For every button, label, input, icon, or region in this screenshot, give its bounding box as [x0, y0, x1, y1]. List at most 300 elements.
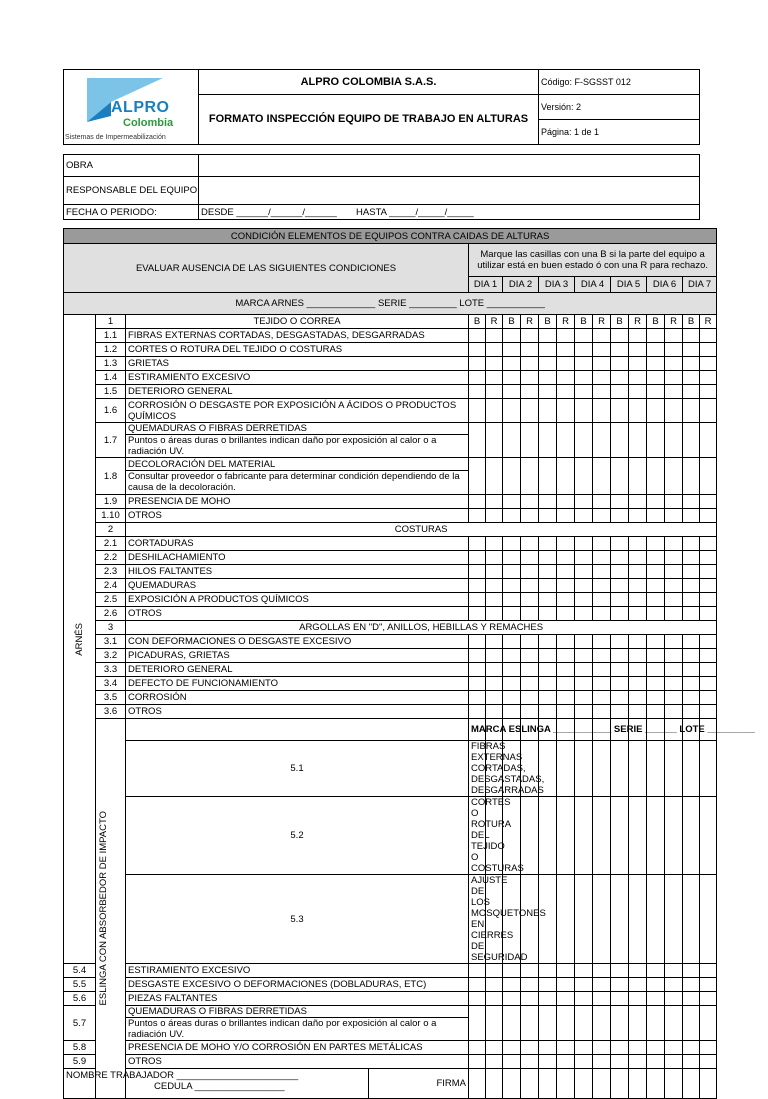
check-cell[interactable] — [469, 537, 486, 551]
check-cell[interactable] — [503, 663, 521, 677]
check-cell[interactable] — [683, 741, 700, 797]
check-cell[interactable] — [683, 1069, 700, 1099]
check-cell[interactable] — [539, 385, 557, 399]
check-cell[interactable] — [469, 399, 486, 423]
check-cell[interactable] — [683, 458, 700, 495]
check-cell[interactable] — [611, 607, 629, 621]
check-cell[interactable] — [486, 423, 503, 458]
check-cell[interactable] — [557, 635, 575, 649]
check-cell[interactable] — [486, 649, 503, 663]
check-cell[interactable] — [593, 579, 611, 593]
check-cell[interactable] — [557, 357, 575, 371]
check-cell[interactable] — [539, 1055, 557, 1069]
obra-field[interactable] — [199, 155, 700, 177]
check-cell[interactable] — [647, 423, 665, 458]
check-cell[interactable] — [593, 593, 611, 607]
check-cell[interactable] — [647, 357, 665, 371]
check-cell[interactable] — [521, 691, 539, 705]
check-cell[interactable] — [539, 663, 557, 677]
check-cell[interactable] — [683, 565, 700, 579]
check-cell[interactable] — [486, 357, 503, 371]
check-cell[interactable] — [683, 1041, 700, 1055]
check-cell[interactable] — [593, 458, 611, 495]
check-cell[interactable] — [593, 705, 611, 719]
check-cell[interactable] — [665, 593, 683, 607]
check-cell[interactable] — [575, 607, 593, 621]
check-cell[interactable] — [539, 495, 557, 509]
check-cell[interactable] — [469, 978, 486, 992]
check-cell[interactable] — [665, 691, 683, 705]
check-cell[interactable] — [593, 635, 611, 649]
check-cell[interactable] — [539, 357, 557, 371]
check-cell[interactable] — [539, 1069, 557, 1099]
check-cell[interactable] — [629, 705, 647, 719]
check-cell[interactable] — [700, 357, 717, 371]
check-cell[interactable] — [557, 663, 575, 677]
check-cell[interactable] — [629, 551, 647, 565]
check-cell[interactable] — [521, 705, 539, 719]
check-cell[interactable] — [575, 329, 593, 343]
check-cell[interactable] — [629, 663, 647, 677]
check-cell[interactable] — [593, 343, 611, 357]
check-cell[interactable] — [611, 551, 629, 565]
check-cell[interactable] — [557, 677, 575, 691]
check-cell[interactable] — [469, 635, 486, 649]
check-cell[interactable] — [647, 509, 665, 523]
check-cell[interactable] — [539, 423, 557, 458]
check-cell[interactable] — [700, 385, 717, 399]
check-cell[interactable] — [503, 329, 521, 343]
check-cell[interactable] — [611, 964, 629, 978]
check-cell[interactable] — [683, 551, 700, 565]
check-cell[interactable] — [557, 371, 575, 385]
check-cell[interactable] — [539, 797, 557, 875]
check-cell[interactable] — [557, 343, 575, 357]
check-cell[interactable] — [611, 705, 629, 719]
check-cell[interactable] — [611, 992, 629, 1006]
check-cell[interactable] — [575, 797, 593, 875]
check-cell[interactable] — [665, 964, 683, 978]
check-cell[interactable] — [469, 607, 486, 621]
check-cell[interactable] — [503, 551, 521, 565]
check-cell[interactable] — [521, 607, 539, 621]
check-cell[interactable] — [539, 509, 557, 523]
check-cell[interactable] — [665, 741, 683, 797]
check-cell[interactable] — [486, 992, 503, 1006]
check-cell[interactable] — [665, 677, 683, 691]
check-cell[interactable] — [683, 663, 700, 677]
check-cell[interactable] — [700, 741, 717, 797]
check-cell[interactable] — [593, 797, 611, 875]
check-cell[interactable] — [683, 385, 700, 399]
check-cell[interactable] — [539, 964, 557, 978]
check-cell[interactable] — [469, 458, 486, 495]
check-cell[interactable] — [486, 329, 503, 343]
check-cell[interactable] — [611, 797, 629, 875]
check-cell[interactable] — [611, 385, 629, 399]
check-cell[interactable] — [575, 691, 593, 705]
responsable-field[interactable] — [199, 177, 700, 205]
check-cell[interactable] — [521, 399, 539, 423]
check-cell[interactable] — [700, 1069, 717, 1099]
check-cell[interactable] — [683, 691, 700, 705]
check-cell[interactable] — [469, 691, 486, 705]
check-cell[interactable] — [629, 537, 647, 551]
check-cell[interactable] — [486, 371, 503, 385]
check-cell[interactable] — [665, 509, 683, 523]
check-cell[interactable] — [521, 537, 539, 551]
check-cell[interactable] — [486, 537, 503, 551]
check-cell[interactable] — [521, 1055, 539, 1069]
check-cell[interactable] — [611, 875, 629, 964]
check-cell[interactable] — [575, 1006, 593, 1041]
check-cell[interactable] — [557, 537, 575, 551]
check-cell[interactable] — [593, 663, 611, 677]
check-cell[interactable] — [665, 1006, 683, 1041]
check-cell[interactable] — [700, 875, 717, 964]
check-cell[interactable] — [629, 992, 647, 1006]
check-cell[interactable] — [486, 691, 503, 705]
check-cell[interactable] — [469, 357, 486, 371]
check-cell[interactable] — [521, 579, 539, 593]
check-cell[interactable] — [611, 649, 629, 663]
check-cell[interactable] — [575, 1055, 593, 1069]
check-cell[interactable] — [629, 741, 647, 797]
check-cell[interactable] — [700, 399, 717, 423]
check-cell[interactable] — [683, 423, 700, 458]
check-cell[interactable] — [629, 875, 647, 964]
check-cell[interactable] — [593, 649, 611, 663]
check-cell[interactable] — [611, 691, 629, 705]
check-cell[interactable] — [665, 399, 683, 423]
check-cell[interactable] — [700, 607, 717, 621]
check-cell[interactable] — [575, 371, 593, 385]
check-cell[interactable] — [647, 649, 665, 663]
check-cell[interactable] — [700, 635, 717, 649]
check-cell[interactable] — [503, 458, 521, 495]
check-cell[interactable] — [700, 677, 717, 691]
check-cell[interactable] — [593, 875, 611, 964]
check-cell[interactable] — [486, 593, 503, 607]
check-cell[interactable] — [629, 1006, 647, 1041]
check-cell[interactable] — [683, 992, 700, 1006]
check-cell[interactable] — [521, 565, 539, 579]
check-cell[interactable] — [557, 741, 575, 797]
check-cell[interactable] — [503, 978, 521, 992]
check-cell[interactable] — [683, 875, 700, 964]
check-cell[interactable] — [665, 635, 683, 649]
check-cell[interactable] — [539, 343, 557, 357]
check-cell[interactable] — [521, 677, 539, 691]
check-cell[interactable] — [647, 978, 665, 992]
check-cell[interactable] — [629, 329, 647, 343]
check-cell[interactable] — [557, 579, 575, 593]
check-cell[interactable] — [611, 329, 629, 343]
check-cell[interactable] — [700, 565, 717, 579]
check-cell[interactable] — [521, 635, 539, 649]
check-cell[interactable] — [575, 495, 593, 509]
check-cell[interactable] — [647, 663, 665, 677]
check-cell[interactable] — [665, 329, 683, 343]
check-cell[interactable] — [629, 579, 647, 593]
check-cell[interactable] — [629, 607, 647, 621]
check-cell[interactable] — [486, 1069, 503, 1099]
check-cell[interactable] — [665, 978, 683, 992]
check-cell[interactable] — [665, 607, 683, 621]
check-cell[interactable] — [593, 1069, 611, 1099]
check-cell[interactable] — [647, 691, 665, 705]
check-cell[interactable] — [575, 875, 593, 964]
check-cell[interactable] — [575, 593, 593, 607]
check-cell[interactable] — [647, 458, 665, 495]
check-cell[interactable] — [469, 1069, 486, 1099]
check-cell[interactable] — [575, 677, 593, 691]
check-cell[interactable] — [503, 371, 521, 385]
check-cell[interactable] — [539, 565, 557, 579]
check-cell[interactable] — [683, 797, 700, 875]
check-cell[interactable] — [647, 495, 665, 509]
check-cell[interactable] — [647, 371, 665, 385]
check-cell[interactable] — [486, 509, 503, 523]
check-cell[interactable] — [557, 992, 575, 1006]
check-cell[interactable] — [557, 551, 575, 565]
check-cell[interactable] — [683, 607, 700, 621]
check-cell[interactable] — [503, 579, 521, 593]
check-cell[interactable] — [629, 635, 647, 649]
check-cell[interactable] — [503, 677, 521, 691]
check-cell[interactable] — [647, 992, 665, 1006]
check-cell[interactable] — [611, 1069, 629, 1099]
check-cell[interactable] — [539, 371, 557, 385]
check-cell[interactable] — [469, 663, 486, 677]
check-cell[interactable] — [503, 357, 521, 371]
check-cell[interactable] — [700, 579, 717, 593]
check-cell[interactable] — [503, 385, 521, 399]
check-cell[interactable] — [575, 635, 593, 649]
check-cell[interactable] — [486, 978, 503, 992]
check-cell[interactable] — [469, 423, 486, 458]
check-cell[interactable] — [503, 649, 521, 663]
check-cell[interactable] — [647, 593, 665, 607]
check-cell[interactable] — [665, 705, 683, 719]
check-cell[interactable] — [575, 509, 593, 523]
check-cell[interactable] — [611, 458, 629, 495]
check-cell[interactable] — [575, 565, 593, 579]
check-cell[interactable] — [647, 565, 665, 579]
check-cell[interactable] — [593, 964, 611, 978]
check-cell[interactable] — [557, 329, 575, 343]
check-cell[interactable] — [593, 1041, 611, 1055]
check-cell[interactable] — [700, 537, 717, 551]
check-cell[interactable] — [521, 509, 539, 523]
check-cell[interactable] — [611, 343, 629, 357]
check-cell[interactable] — [469, 343, 486, 357]
check-cell[interactable] — [539, 978, 557, 992]
check-cell[interactable] — [647, 551, 665, 565]
check-cell[interactable] — [647, 964, 665, 978]
check-cell[interactable] — [521, 343, 539, 357]
check-cell[interactable] — [575, 579, 593, 593]
check-cell[interactable] — [557, 385, 575, 399]
check-cell[interactable] — [611, 593, 629, 607]
check-cell[interactable] — [629, 677, 647, 691]
check-cell[interactable] — [521, 551, 539, 565]
check-cell[interactable] — [503, 992, 521, 1006]
check-cell[interactable] — [647, 343, 665, 357]
check-cell[interactable] — [700, 691, 717, 705]
check-cell[interactable] — [700, 1006, 717, 1041]
check-cell[interactable] — [486, 579, 503, 593]
check-cell[interactable] — [557, 495, 575, 509]
check-cell[interactable] — [503, 705, 521, 719]
check-cell[interactable] — [700, 509, 717, 523]
check-cell[interactable] — [611, 635, 629, 649]
check-cell[interactable] — [486, 1006, 503, 1041]
check-cell[interactable] — [521, 423, 539, 458]
check-cell[interactable] — [700, 1055, 717, 1069]
check-cell[interactable] — [700, 978, 717, 992]
check-cell[interactable] — [593, 385, 611, 399]
check-cell[interactable] — [557, 649, 575, 663]
check-cell[interactable] — [539, 875, 557, 964]
check-cell[interactable] — [486, 1055, 503, 1069]
check-cell[interactable] — [611, 1006, 629, 1041]
check-cell[interactable] — [539, 1041, 557, 1055]
check-cell[interactable] — [700, 663, 717, 677]
check-cell[interactable] — [557, 593, 575, 607]
check-cell[interactable] — [557, 705, 575, 719]
check-cell[interactable] — [593, 978, 611, 992]
check-cell[interactable] — [469, 509, 486, 523]
check-cell[interactable] — [593, 509, 611, 523]
check-cell[interactable] — [521, 385, 539, 399]
check-cell[interactable] — [683, 1006, 700, 1041]
check-cell[interactable] — [503, 343, 521, 357]
check-cell[interactable] — [539, 607, 557, 621]
check-cell[interactable] — [700, 458, 717, 495]
check-cell[interactable] — [593, 1006, 611, 1041]
check-cell[interactable] — [575, 343, 593, 357]
check-cell[interactable] — [539, 691, 557, 705]
fecha-field[interactable] — [199, 205, 700, 220]
check-cell[interactable] — [665, 357, 683, 371]
check-cell[interactable] — [665, 1041, 683, 1055]
check-cell[interactable] — [521, 1006, 539, 1041]
check-cell[interactable] — [647, 797, 665, 875]
check-cell[interactable] — [665, 565, 683, 579]
check-cell[interactable] — [575, 423, 593, 458]
check-cell[interactable] — [557, 607, 575, 621]
check-cell[interactable] — [647, 1006, 665, 1041]
check-cell[interactable] — [557, 565, 575, 579]
check-cell[interactable] — [647, 635, 665, 649]
check-cell[interactable] — [593, 677, 611, 691]
check-cell[interactable] — [647, 875, 665, 964]
check-cell[interactable] — [700, 371, 717, 385]
check-cell[interactable] — [629, 371, 647, 385]
check-cell[interactable] — [665, 649, 683, 663]
check-cell[interactable] — [700, 1041, 717, 1055]
check-cell[interactable] — [665, 663, 683, 677]
check-cell[interactable] — [629, 691, 647, 705]
check-cell[interactable] — [647, 399, 665, 423]
check-cell[interactable] — [469, 565, 486, 579]
check-cell[interactable] — [700, 705, 717, 719]
check-cell[interactable] — [683, 964, 700, 978]
check-cell[interactable] — [575, 1041, 593, 1055]
check-cell[interactable] — [665, 537, 683, 551]
check-cell[interactable] — [539, 329, 557, 343]
check-cell[interactable] — [469, 579, 486, 593]
check-cell[interactable] — [503, 537, 521, 551]
check-cell[interactable] — [665, 423, 683, 458]
check-cell[interactable] — [647, 1041, 665, 1055]
check-cell[interactable] — [557, 875, 575, 964]
check-cell[interactable] — [683, 537, 700, 551]
check-cell[interactable] — [611, 663, 629, 677]
check-cell[interactable] — [629, 593, 647, 607]
check-cell[interactable] — [629, 1055, 647, 1069]
check-cell[interactable] — [611, 1041, 629, 1055]
check-cell[interactable] — [469, 551, 486, 565]
check-cell[interactable] — [557, 1041, 575, 1055]
check-cell[interactable] — [665, 458, 683, 495]
check-cell[interactable] — [665, 1055, 683, 1069]
check-cell[interactable] — [629, 1041, 647, 1055]
check-cell[interactable] — [486, 663, 503, 677]
check-cell[interactable] — [647, 329, 665, 343]
check-cell[interactable] — [700, 423, 717, 458]
check-cell[interactable] — [611, 399, 629, 423]
check-cell[interactable] — [700, 649, 717, 663]
check-cell[interactable] — [503, 1006, 521, 1041]
check-cell[interactable] — [486, 635, 503, 649]
check-cell[interactable] — [683, 343, 700, 357]
check-cell[interactable] — [575, 385, 593, 399]
check-cell[interactable] — [593, 423, 611, 458]
check-cell[interactable] — [521, 495, 539, 509]
check-cell[interactable] — [469, 593, 486, 607]
check-cell[interactable] — [486, 1041, 503, 1055]
check-cell[interactable] — [700, 329, 717, 343]
check-cell[interactable] — [486, 677, 503, 691]
check-cell[interactable] — [700, 495, 717, 509]
check-cell[interactable] — [521, 649, 539, 663]
check-cell[interactable] — [683, 509, 700, 523]
check-cell[interactable] — [611, 579, 629, 593]
check-cell[interactable] — [503, 607, 521, 621]
check-cell[interactable] — [611, 741, 629, 797]
check-cell[interactable] — [665, 875, 683, 964]
check-cell[interactable] — [486, 399, 503, 423]
check-cell[interactable] — [469, 385, 486, 399]
check-cell[interactable] — [700, 343, 717, 357]
check-cell[interactable] — [469, 495, 486, 509]
check-cell[interactable] — [575, 357, 593, 371]
check-cell[interactable] — [486, 607, 503, 621]
check-cell[interactable] — [575, 978, 593, 992]
check-cell[interactable] — [469, 677, 486, 691]
check-cell[interactable] — [575, 741, 593, 797]
check-cell[interactable] — [629, 1069, 647, 1099]
check-cell[interactable] — [521, 663, 539, 677]
check-cell[interactable] — [665, 343, 683, 357]
check-cell[interactable] — [486, 343, 503, 357]
check-cell[interactable] — [611, 537, 629, 551]
check-cell[interactable] — [469, 1006, 486, 1041]
check-cell[interactable] — [683, 357, 700, 371]
check-cell[interactable] — [647, 741, 665, 797]
